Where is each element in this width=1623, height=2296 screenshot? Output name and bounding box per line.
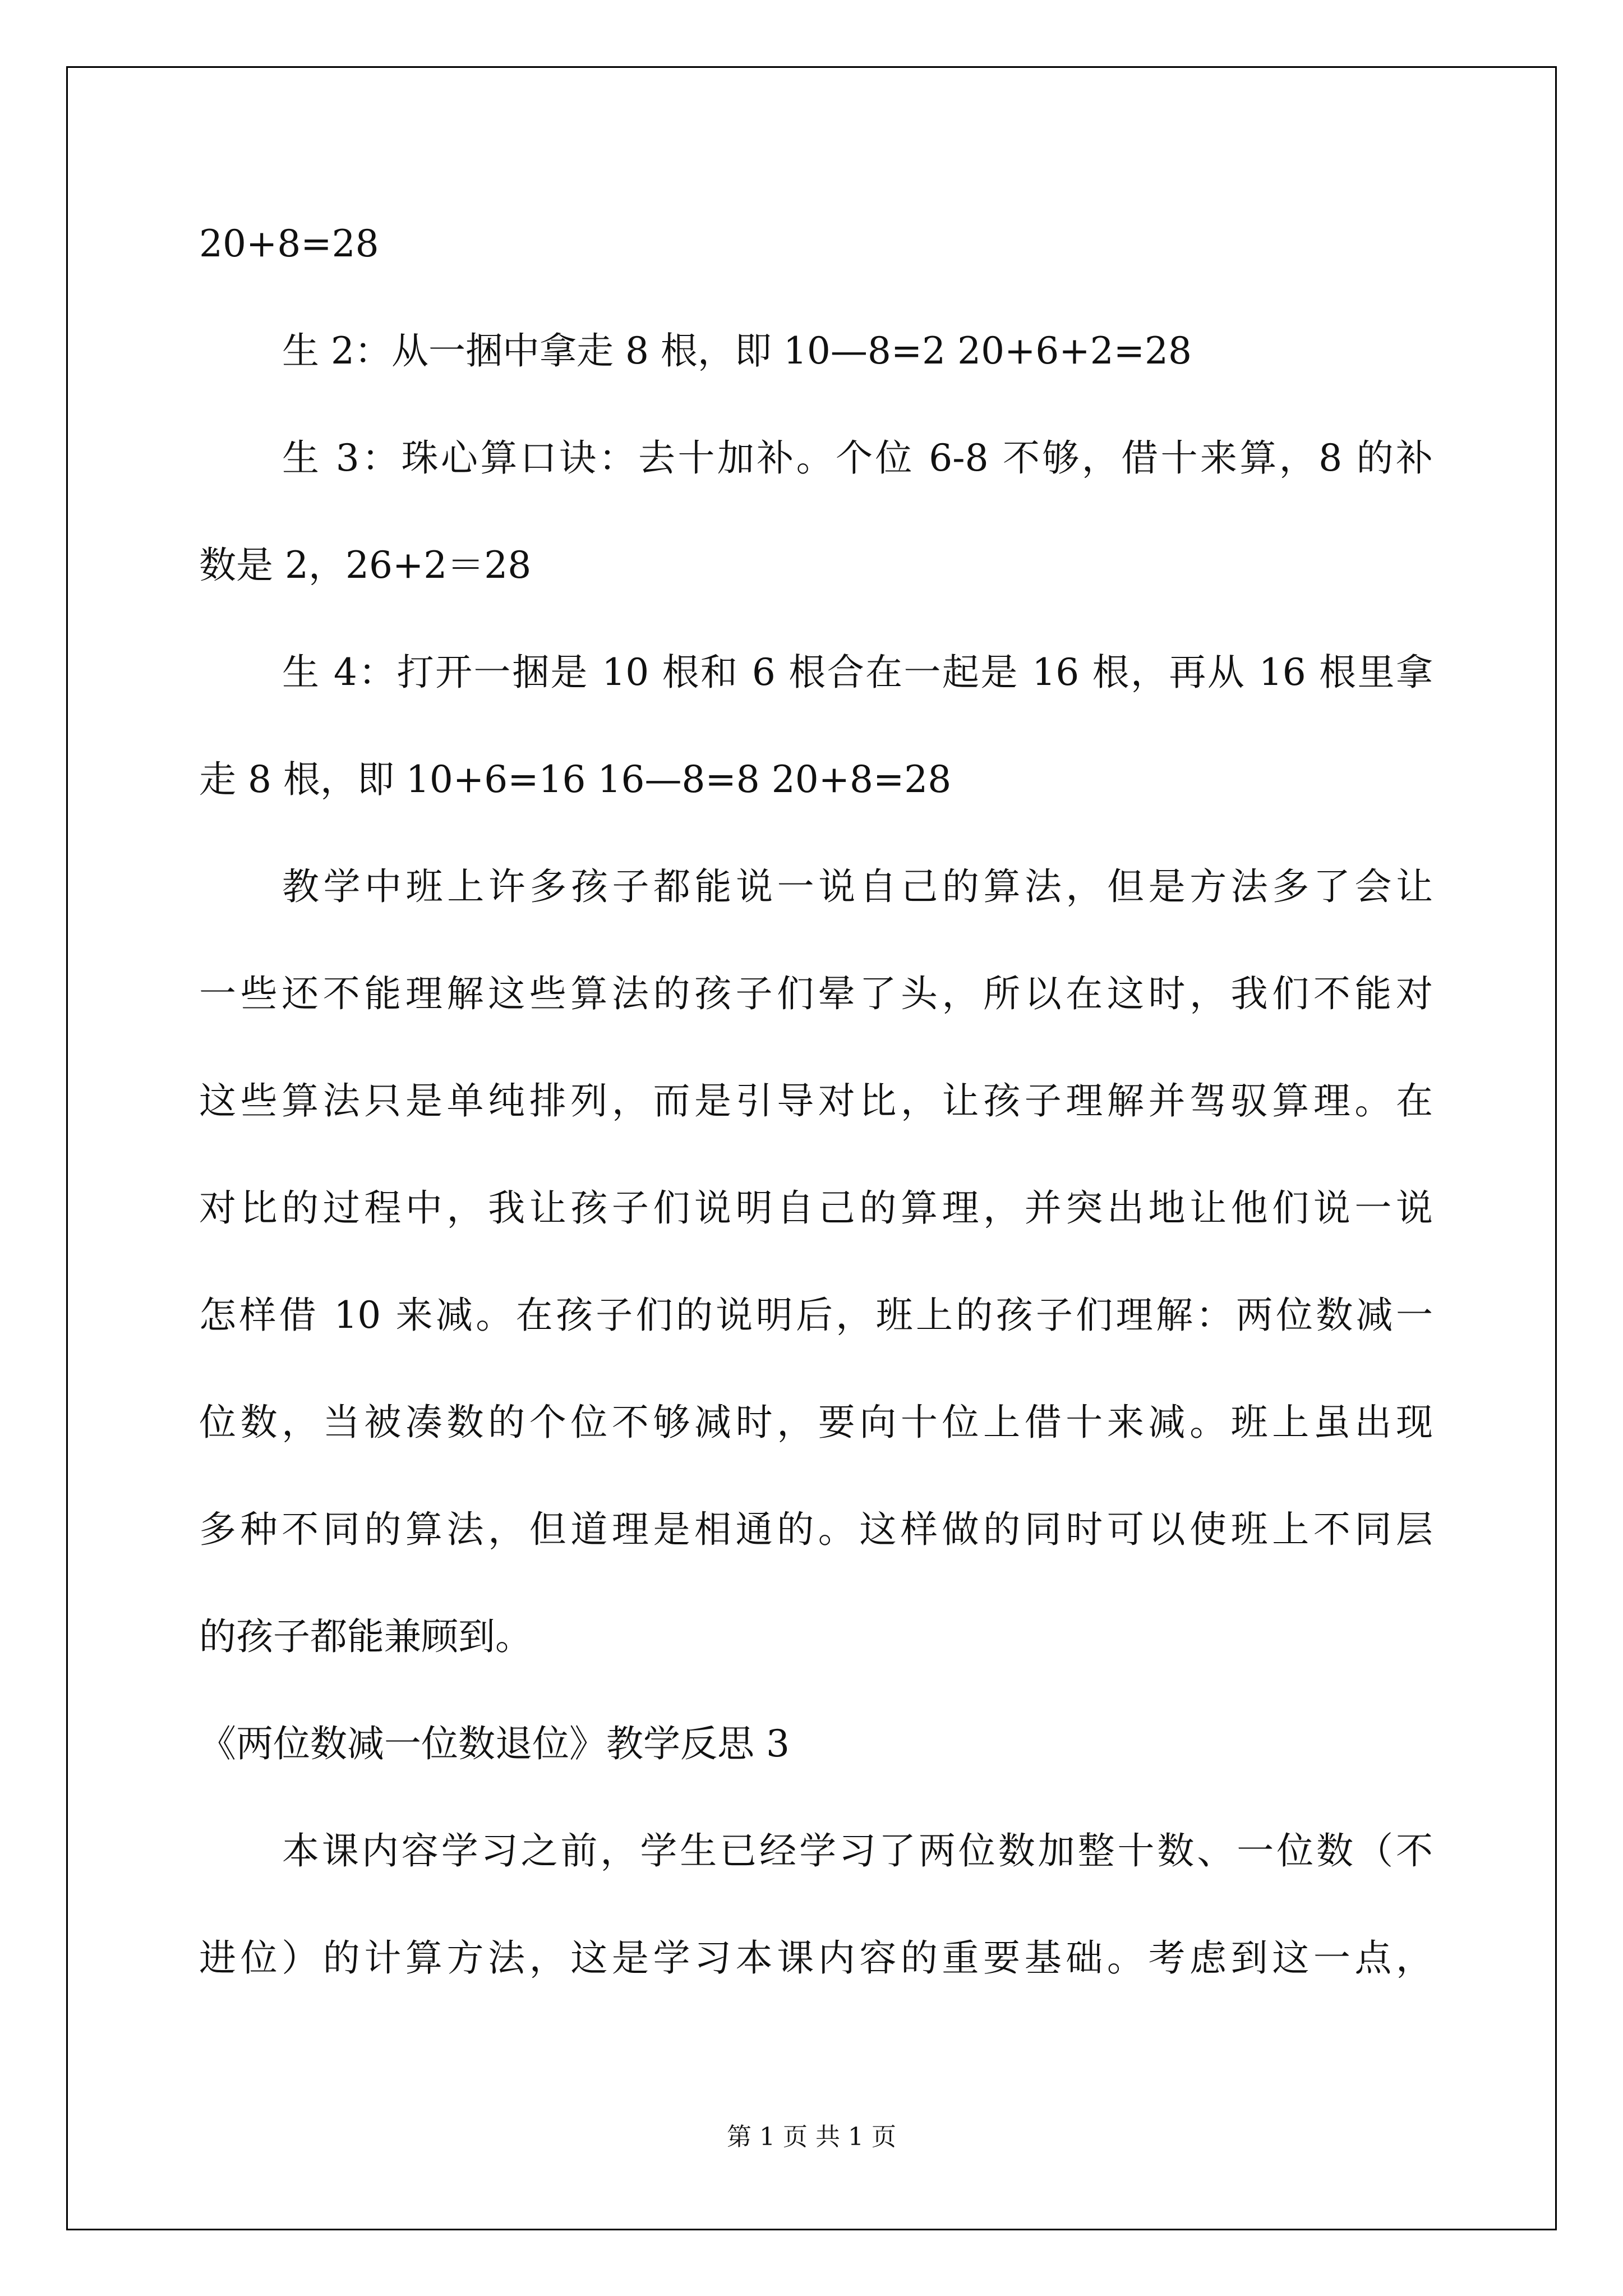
text-line: 位数，当被凑数的个位不够减时，要向十位上借十来减。班上虽出现: [199, 1401, 1433, 1444]
text-line: 怎样借 10 来减。在孩子们的说明后，班上的孩子们理解：两位数减一: [199, 1294, 1433, 1337]
text-line: 对比的过程中，我让孩子们说明自己的算理，并突出地让他们说一说: [199, 1186, 1433, 1230]
text-line: 教学中班上许多孩子都能说一说自己的算法，但是方法多了会让: [282, 865, 1433, 908]
text-line: 进位）的计算方法，这是学习本课内容的重要基础。考虑到这一点，: [199, 1936, 1433, 1980]
text-line: 20+8=28: [199, 222, 379, 265]
text-line: 生 2：从一捆中拿走 8 根，即 10—8=2 20+6+2=28: [282, 329, 1192, 372]
page-number-footer: 第 1 页 共 1 页: [727, 2123, 896, 2151]
text-line: 数是 2，26+2＝28: [199, 544, 532, 587]
text-line: 这些算法只是单纯排列，而是引导对比，让孩子理解并驾驭算理。在: [199, 1079, 1433, 1122]
text-line: 多种不同的算法，但道理是相通的。这样做的同时可以使班上不同层: [199, 1508, 1433, 1551]
text-line: 的孩子都能兼顾到。: [199, 1615, 532, 1658]
text-line: 本课内容学习之前，学生已经学习了两位数加整十数、一位数（不: [282, 1829, 1433, 1872]
text-line: 一些还不能理解这些算法的孩子们晕了头，所以在这时，我们不能对: [199, 972, 1433, 1015]
page-border: [66, 66, 1557, 2230]
text-line: 生 4：打开一捆是 10 根和 6 根合在一起是 16 根，再从 16 根里拿: [282, 651, 1433, 694]
section-heading: 《两位数减一位数退位》教学反思 3: [199, 1722, 790, 1765]
text-line: 走 8 根，即 10+6=16 16—8=8 20+8=28: [199, 758, 952, 801]
text-line: 生 3：珠心算口诀：去十加补。个位 6-8 不够，借十来算，8 的补: [282, 436, 1433, 480]
